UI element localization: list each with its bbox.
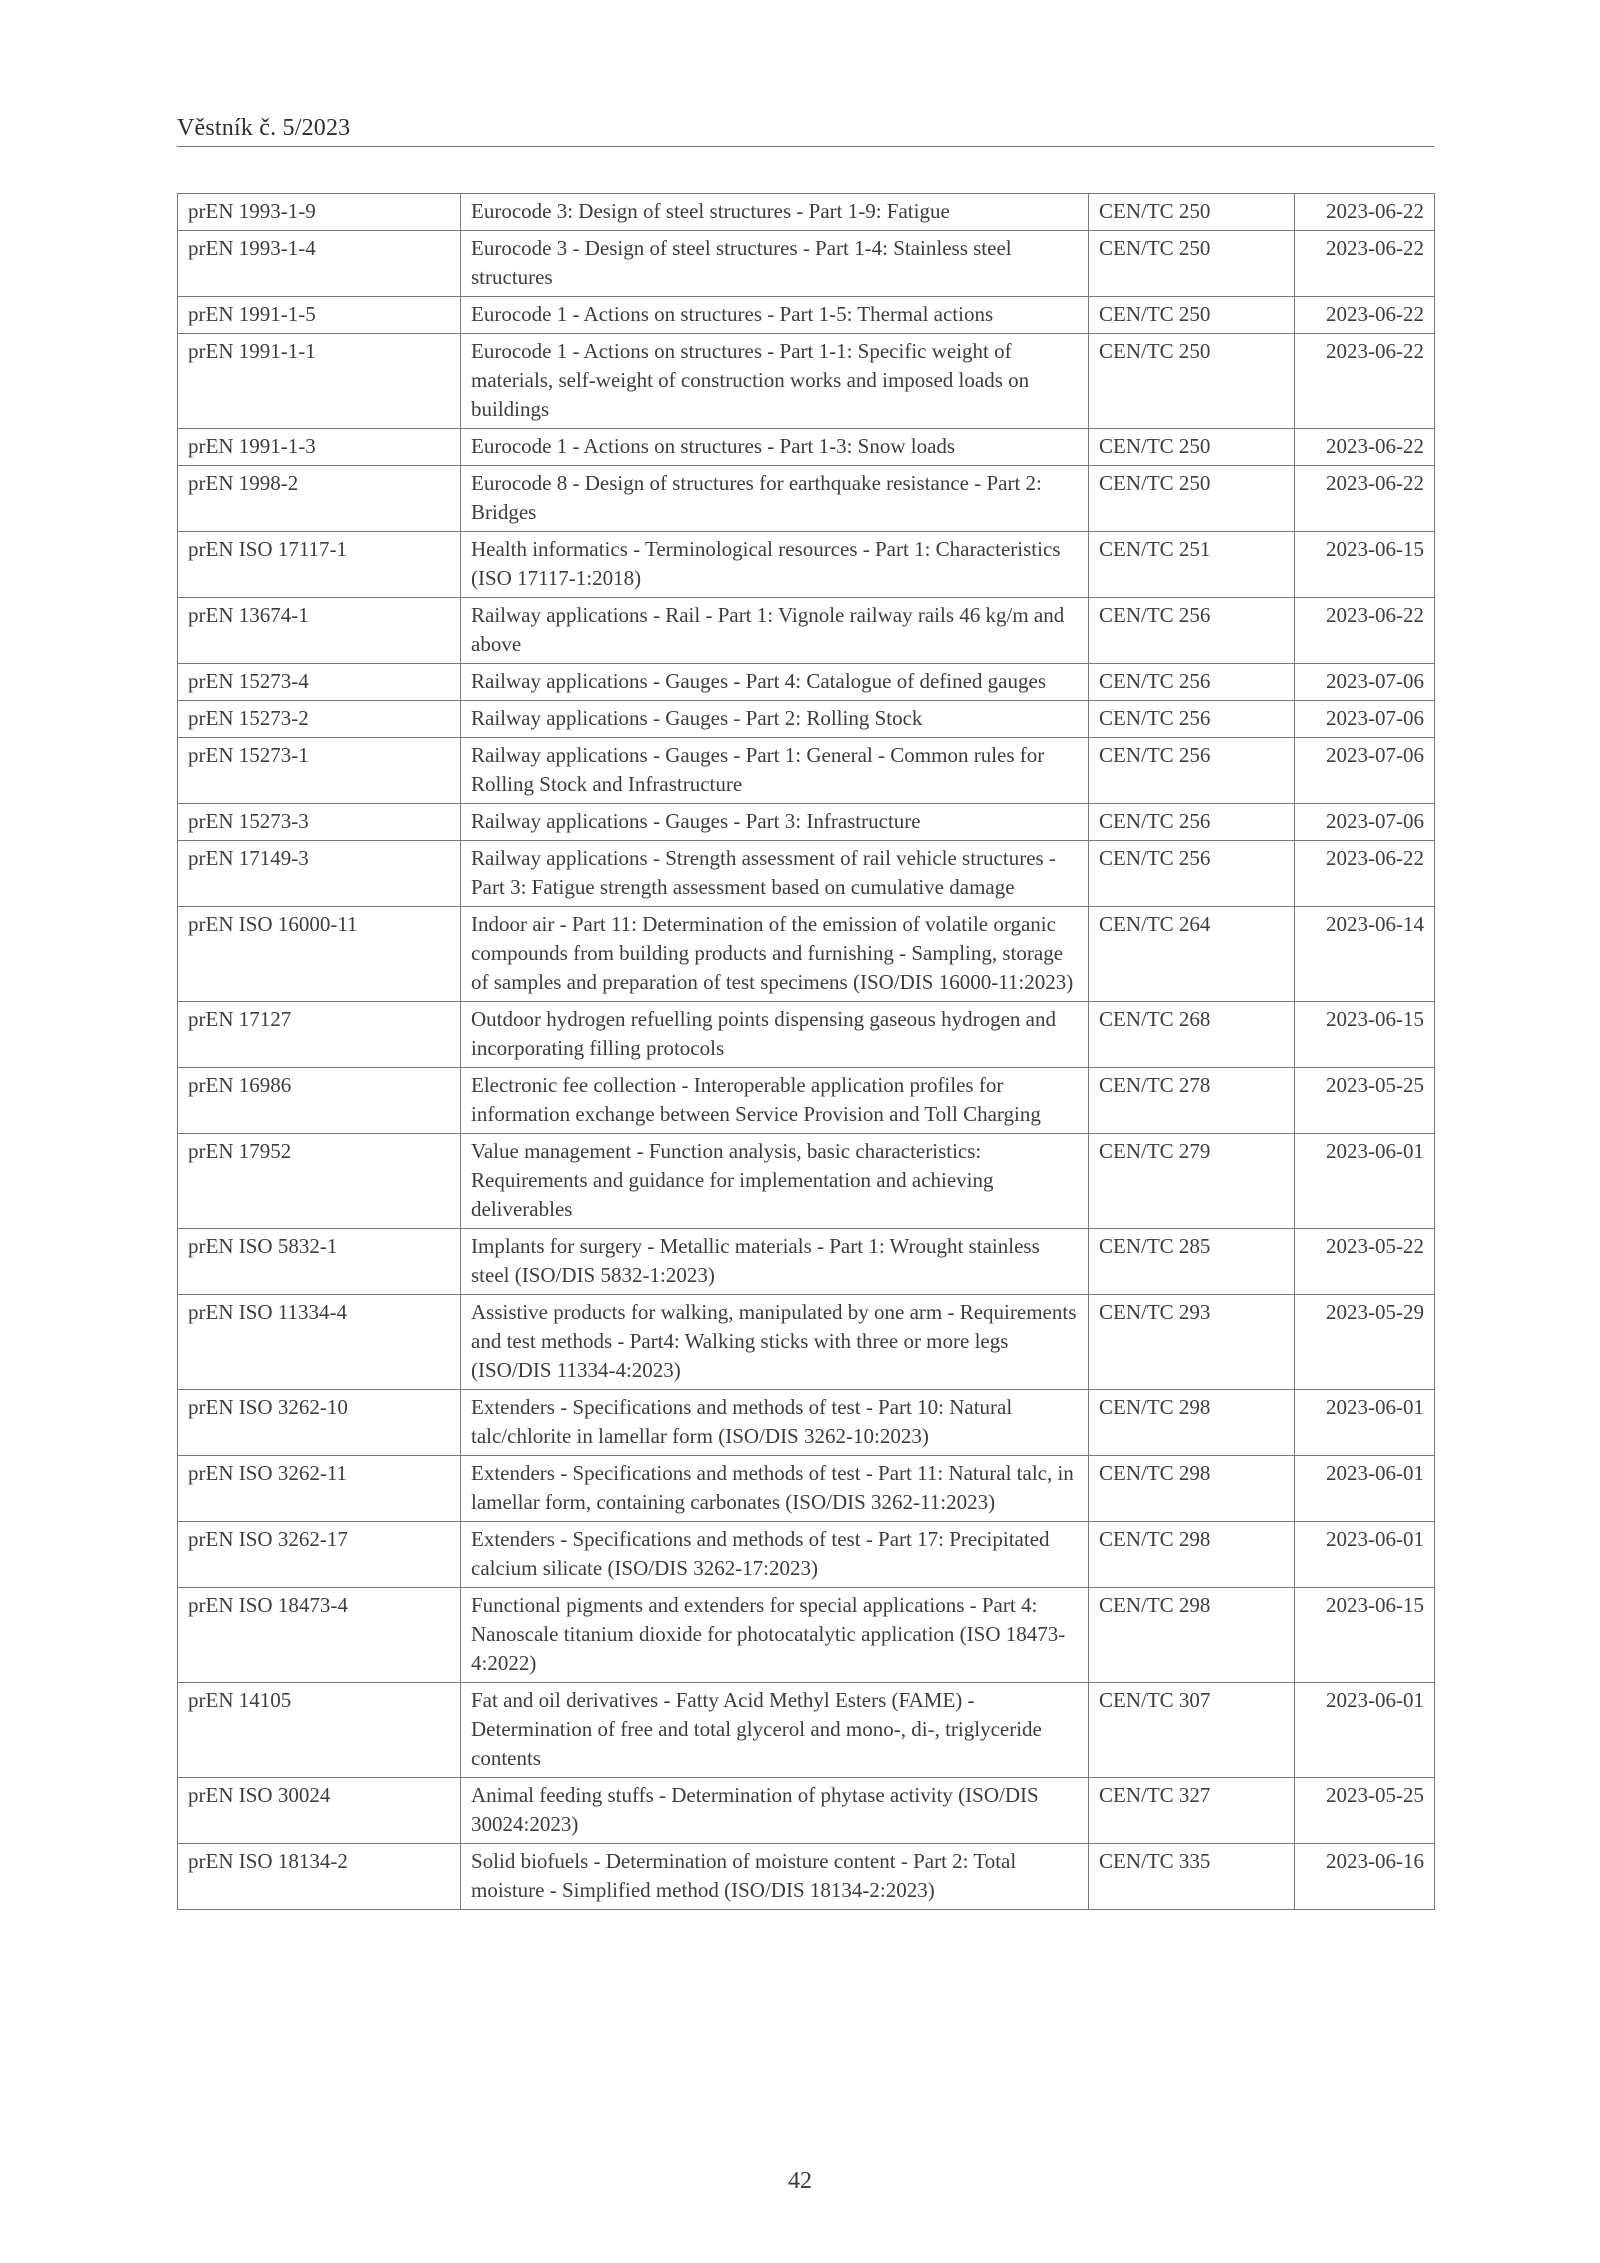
table-row: [178, 532, 1435, 598]
cell-date: 2023-06-22: [1295, 429, 1435, 466]
cell-date: 2023-06-15: [1295, 532, 1435, 598]
cell-date: 2023-05-22: [1295, 1229, 1435, 1295]
table-row: [178, 297, 1435, 334]
cell-date: 2023-07-06: [1295, 738, 1435, 804]
cell-date: 2023-06-01: [1295, 1683, 1435, 1778]
table-row: [178, 841, 1435, 907]
cell-committee: CEN/TC 264: [1089, 907, 1295, 1002]
cell-standard-code: prEN 1993-1-9: [178, 194, 461, 231]
cell-standard-code: prEN ISO 3262-10: [178, 1390, 461, 1456]
cell-date: 2023-06-22: [1295, 598, 1435, 664]
table-row: [178, 1134, 1435, 1229]
table-row: [178, 907, 1435, 1002]
cell-standard-code: prEN 1993-1-4: [178, 231, 461, 297]
cell-standard-title: Eurocode 1 - Actions on structures - Part 1-1: Specific weight of materials, self-weight of construction works and imposed loads on buildings: [461, 334, 1089, 429]
cell-standard-code: prEN ISO 18473-4: [178, 1588, 461, 1683]
cell-standard-title: Eurocode 3: Design of steel structures - Part 1-9: Fatigue: [461, 194, 1089, 231]
cell-standard-code: prEN 17149-3: [178, 841, 461, 907]
cell-standard-title: Functional pigments and extenders for special applications - Part 4: Nanoscale titanium dioxide for photocatalytic application (ISO 18473-4:2022): [461, 1588, 1089, 1683]
cell-standard-title: Fat and oil derivatives - Fatty Acid Methyl Esters (FAME) - Determination of free and total glycerol and mono-, di-, triglyceride contents: [461, 1683, 1089, 1778]
cell-date: 2023-06-14: [1295, 907, 1435, 1002]
cell-standard-code: prEN ISO 30024: [178, 1778, 461, 1844]
cell-standard-title: Railway applications - Gauges - Part 1: General - Common rules for Rolling Stock and Infrastructure: [461, 738, 1089, 804]
cell-committee: CEN/TC 256: [1089, 841, 1295, 907]
table-row: [178, 1229, 1435, 1295]
cell-standard-code: prEN 17952: [178, 1134, 461, 1229]
cell-standard-title: Railway applications - Gauges - Part 2: Rolling Stock: [461, 701, 1089, 738]
cell-standard-code: prEN 14105: [178, 1683, 461, 1778]
cell-committee: CEN/TC 298: [1089, 1522, 1295, 1588]
cell-committee: CEN/TC 268: [1089, 1002, 1295, 1068]
table-row: [178, 804, 1435, 841]
table-row: [178, 598, 1435, 664]
cell-committee: CEN/TC 293: [1089, 1295, 1295, 1390]
cell-committee: CEN/TC 307: [1089, 1683, 1295, 1778]
cell-date: 2023-06-22: [1295, 841, 1435, 907]
cell-standard-code: prEN 15273-1: [178, 738, 461, 804]
cell-standard-code: prEN 1991-1-3: [178, 429, 461, 466]
standards-table-body: [178, 194, 1435, 1910]
cell-date: 2023-06-16: [1295, 1844, 1435, 1910]
cell-standard-code: prEN ISO 3262-17: [178, 1522, 461, 1588]
cell-standard-code: prEN 1991-1-1: [178, 334, 461, 429]
cell-date: 2023-06-22: [1295, 466, 1435, 532]
standards-table: [177, 193, 1435, 1910]
cell-standard-title: Eurocode 3 - Design of steel structures - Part 1-4: Stainless steel structures: [461, 231, 1089, 297]
page-header: [177, 112, 1434, 147]
cell-committee: CEN/TC 256: [1089, 664, 1295, 701]
cell-committee: CEN/TC 256: [1089, 738, 1295, 804]
cell-standard-title: Railway applications - Strength assessment of rail vehicle structures - Part 3: Fatigue strength assessment based on cumulative damage: [461, 841, 1089, 907]
cell-committee: CEN/TC 251: [1089, 532, 1295, 598]
cell-standard-code: prEN 15273-2: [178, 701, 461, 738]
cell-date: 2023-06-15: [1295, 1002, 1435, 1068]
cell-standard-title: Railway applications - Rail - Part 1: Vignole railway rails 46 kg/m and above: [461, 598, 1089, 664]
cell-standard-title: Electronic fee collection - Interoperable application profiles for information exchange between Service Provision and Toll Charging: [461, 1068, 1089, 1134]
cell-date: 2023-06-01: [1295, 1456, 1435, 1522]
table-row: [178, 1456, 1435, 1522]
cell-standard-code: prEN 1991-1-5: [178, 297, 461, 334]
table-row: [178, 664, 1435, 701]
cell-standard-code: prEN 16986: [178, 1068, 461, 1134]
cell-standard-code: prEN ISO 18134-2: [178, 1844, 461, 1910]
cell-date: 2023-05-25: [1295, 1778, 1435, 1844]
page-header-title: Věstník č. 5/2023: [177, 115, 351, 141]
cell-date: 2023-06-01: [1295, 1134, 1435, 1229]
cell-standard-title: Railway applications - Gauges - Part 3: Infrastructure: [461, 804, 1089, 841]
cell-date: 2023-05-25: [1295, 1068, 1435, 1134]
cell-committee: CEN/TC 256: [1089, 804, 1295, 841]
cell-date: 2023-07-06: [1295, 804, 1435, 841]
cell-standard-title: Extenders - Specifications and methods of test - Part 11: Natural talc, in lamellar form, containing carbonates (ISO/DIS 3262-11:2023): [461, 1456, 1089, 1522]
cell-committee: CEN/TC 335: [1089, 1844, 1295, 1910]
cell-standard-title: Eurocode 1 - Actions on structures - Part 1-3: Snow loads: [461, 429, 1089, 466]
cell-standard-code: prEN 15273-4: [178, 664, 461, 701]
cell-date: 2023-06-22: [1295, 194, 1435, 231]
cell-standard-code: prEN 1998-2: [178, 466, 461, 532]
cell-committee: CEN/TC 250: [1089, 334, 1295, 429]
cell-standard-title: Solid biofuels - Determination of moisture content - Part 2: Total moisture - Simplified method (ISO/DIS 18134-2:2023): [461, 1844, 1089, 1910]
table-row: [178, 466, 1435, 532]
cell-standard-code: prEN 13674-1: [178, 598, 461, 664]
cell-standard-title: Extenders - Specifications and methods of test - Part 17: Precipitated calcium silicate (ISO/DIS 3262-17:2023): [461, 1522, 1089, 1588]
cell-committee: CEN/TC 250: [1089, 466, 1295, 532]
cell-standard-title: Value management - Function analysis, basic characteristics: Requirements and guidance for implementation and achieving deliverables: [461, 1134, 1089, 1229]
cell-standard-title: Animal feeding stuffs - Determination of phytase activity (ISO/DIS 30024:2023): [461, 1778, 1089, 1844]
table-row: [178, 1002, 1435, 1068]
cell-committee: CEN/TC 298: [1089, 1390, 1295, 1456]
table-row: [178, 701, 1435, 738]
table-row: [178, 738, 1435, 804]
cell-committee: CEN/TC 250: [1089, 231, 1295, 297]
cell-committee: CEN/TC 298: [1089, 1456, 1295, 1522]
cell-committee: CEN/TC 256: [1089, 701, 1295, 738]
cell-committee: CEN/TC 250: [1089, 429, 1295, 466]
table-row: [178, 1522, 1435, 1588]
cell-standard-title: Eurocode 8 - Design of structures for earthquake resistance - Part 2: Bridges: [461, 466, 1089, 532]
cell-committee: CEN/TC 285: [1089, 1229, 1295, 1295]
cell-date: 2023-06-01: [1295, 1390, 1435, 1456]
cell-committee: CEN/TC 278: [1089, 1068, 1295, 1134]
cell-standard-title: Extenders - Specifications and methods of test - Part 10: Natural talc/chlorite in lamellar form (ISO/DIS 3262-10:2023): [461, 1390, 1089, 1456]
cell-committee: CEN/TC 298: [1089, 1588, 1295, 1683]
table-row: [178, 194, 1435, 231]
table-row: [178, 334, 1435, 429]
table-row: [178, 1068, 1435, 1134]
cell-date: 2023-06-22: [1295, 231, 1435, 297]
cell-date: 2023-06-15: [1295, 1588, 1435, 1683]
cell-standard-title: Indoor air - Part 11: Determination of the emission of volatile organic compounds from building products and furnishing - Sampling, storage of samples and preparation of test specimens (ISO/DIS 16000-11:2023): [461, 907, 1089, 1002]
table-row: [178, 231, 1435, 297]
table-row: [178, 1390, 1435, 1456]
cell-date: 2023-07-06: [1295, 664, 1435, 701]
cell-standard-code: prEN ISO 11334-4: [178, 1295, 461, 1390]
page-number: 42: [788, 2168, 812, 2194]
cell-standard-code: prEN 17127: [178, 1002, 461, 1068]
table-row: [178, 1295, 1435, 1390]
cell-date: 2023-06-22: [1295, 334, 1435, 429]
cell-committee: CEN/TC 250: [1089, 194, 1295, 231]
table-row: [178, 1588, 1435, 1683]
table-row: [178, 429, 1435, 466]
cell-committee: CEN/TC 279: [1089, 1134, 1295, 1229]
cell-standard-code: prEN ISO 17117-1: [178, 532, 461, 598]
cell-standard-code: prEN ISO 3262-11: [178, 1456, 461, 1522]
table-row: [178, 1683, 1435, 1778]
cell-standard-title: Railway applications - Gauges - Part 4: Catalogue of defined gauges: [461, 664, 1089, 701]
cell-date: 2023-07-06: [1295, 701, 1435, 738]
cell-standard-code: prEN ISO 5832-1: [178, 1229, 461, 1295]
cell-standard-title: Outdoor hydrogen refuelling points dispensing gaseous hydrogen and incorporating filling protocols: [461, 1002, 1089, 1068]
table-row: [178, 1844, 1435, 1910]
cell-committee: CEN/TC 327: [1089, 1778, 1295, 1844]
cell-standard-title: Assistive products for walking, manipulated by one arm - Requirements and test methods - Part4: Walking sticks with three or more legs (ISO/DIS 11334-4:2023): [461, 1295, 1089, 1390]
cell-standard-title: Health informatics - Terminological resources - Part 1: Characteristics (ISO 17117-1:2018): [461, 532, 1089, 598]
cell-date: 2023-05-29: [1295, 1295, 1435, 1390]
cell-committee: CEN/TC 256: [1089, 598, 1295, 664]
cell-standard-code: prEN 15273-3: [178, 804, 461, 841]
cell-standard-title: Eurocode 1 - Actions on structures - Part 1-5: Thermal actions: [461, 297, 1089, 334]
cell-date: 2023-06-22: [1295, 297, 1435, 334]
cell-standard-code: prEN ISO 16000-11: [178, 907, 461, 1002]
table-row: [178, 1778, 1435, 1844]
cell-standard-title: Implants for surgery - Metallic materials - Part 1: Wrought stainless steel (ISO/DIS 5832-1:2023): [461, 1229, 1089, 1295]
cell-date: 2023-06-01: [1295, 1522, 1435, 1588]
cell-committee: CEN/TC 250: [1089, 297, 1295, 334]
